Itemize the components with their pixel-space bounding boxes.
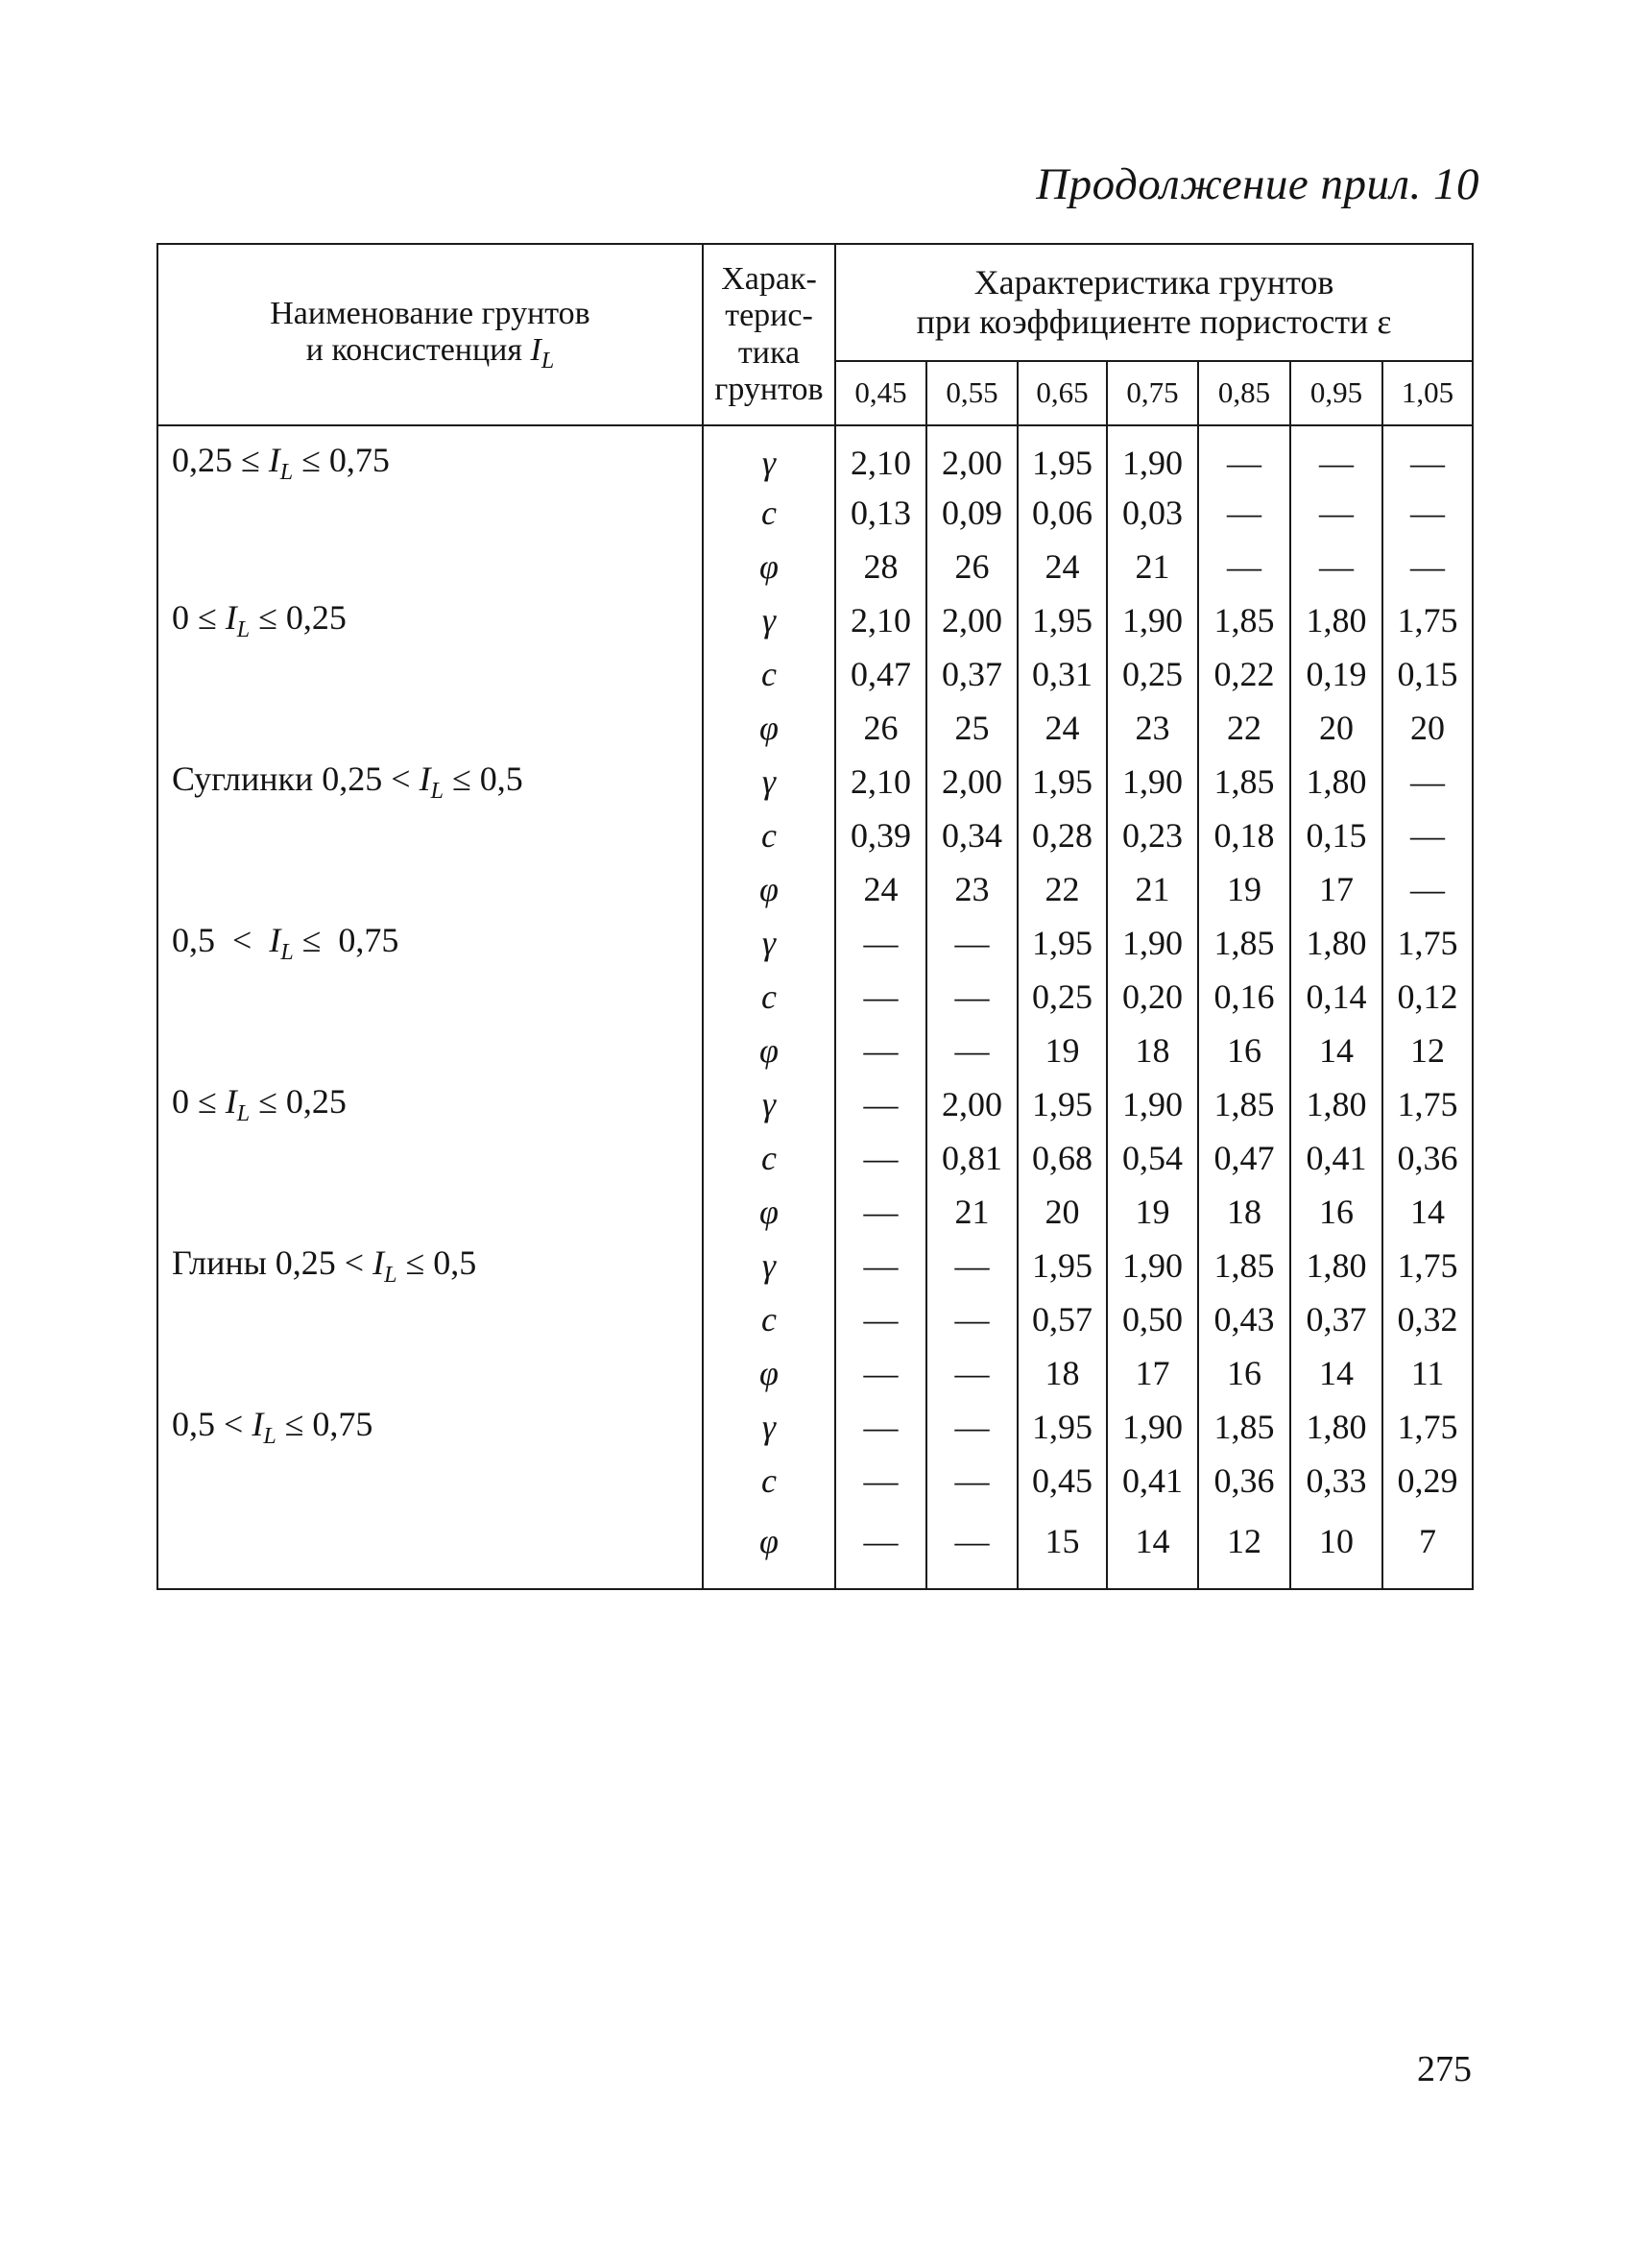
soil-name-cell: [157, 1239, 703, 1292]
value-cell: 0,37: [926, 647, 1018, 701]
value-cell: 2,10: [835, 755, 926, 808]
characteristic-cell: γ: [703, 1077, 835, 1131]
value-cell: —: [1290, 425, 1382, 486]
value-cell: 1,80: [1290, 1239, 1382, 1292]
value-cell: 0,09: [926, 486, 1018, 540]
value-cell: 28: [835, 540, 926, 593]
value-cell: 20: [1018, 1185, 1107, 1239]
consistency-subscript: L: [280, 940, 294, 965]
table-row: [157, 593, 1473, 647]
value-cell: 11: [1382, 1346, 1473, 1400]
value-cell: —: [835, 1346, 926, 1400]
void-ratio-header: [835, 244, 1473, 361]
value-cell: —: [835, 1077, 926, 1131]
value-cell: 0,20: [1107, 970, 1198, 1024]
table-row: [157, 425, 1473, 486]
consistency-subscript: L: [236, 617, 251, 642]
consistency-subscript: L: [279, 460, 294, 485]
table-row: [157, 970, 1473, 1024]
value-cell: 1,85: [1198, 1239, 1290, 1292]
characteristic-cell: γ: [703, 1239, 835, 1292]
value-cell: —: [926, 1024, 1018, 1077]
void-ratio-cell: 0,45: [835, 361, 926, 425]
consistency-symbol: I: [225, 598, 237, 637]
value-cell: 20: [1290, 701, 1382, 755]
void-ratio-cell: 0,65: [1018, 361, 1107, 425]
table-row: [157, 1454, 1473, 1508]
value-cell: 18: [1107, 1024, 1198, 1077]
value-cell: —: [835, 1292, 926, 1346]
value-cell: —: [926, 1292, 1018, 1346]
value-cell: 15: [1018, 1508, 1107, 1589]
characteristic-cell: φ: [703, 1346, 835, 1400]
value-cell: 1,85: [1198, 1077, 1290, 1131]
value-cell: 0,45: [1018, 1454, 1107, 1508]
value-cell: 12: [1198, 1508, 1290, 1589]
value-cell: 0,16: [1198, 970, 1290, 1024]
soil-name-range: ≤ 0,5: [443, 760, 523, 798]
characteristic-header-line: грунтов: [714, 371, 824, 407]
value-cell: 0,22: [1198, 647, 1290, 701]
soil-name-range: ≤ 0,75: [293, 441, 390, 479]
characteristic-cell: φ: [703, 701, 835, 755]
value-cell: —: [835, 1400, 926, 1454]
soil-name-cell: [157, 486, 703, 540]
characteristic-cell: φ: [703, 1185, 835, 1239]
table-row: [157, 1077, 1473, 1131]
characteristic-cell: γ: [703, 593, 835, 647]
value-cell: —: [1198, 486, 1290, 540]
value-cell: —: [835, 1185, 926, 1239]
value-cell: 16: [1198, 1024, 1290, 1077]
value-cell: —: [926, 916, 1018, 970]
characteristic-cell: c: [703, 647, 835, 701]
value-cell: 16: [1198, 1346, 1290, 1400]
table-row: [157, 1292, 1473, 1346]
table-row: [157, 755, 1473, 808]
value-cell: 0,50: [1107, 1292, 1198, 1346]
value-cell: 1,85: [1198, 1400, 1290, 1454]
soil-name-text: Суглинки 0,25 <: [172, 760, 420, 798]
void-ratio-cell: 1,05: [1382, 361, 1473, 425]
value-cell: 19: [1198, 862, 1290, 916]
consistency-symbol: I: [372, 1243, 385, 1282]
value-cell: 0,15: [1382, 647, 1473, 701]
value-cell: 0,25: [1107, 647, 1198, 701]
value-cell: 1,75: [1382, 593, 1473, 647]
soil-name-range: ≤ 0,25: [250, 1082, 347, 1121]
value-cell: 21: [926, 1185, 1018, 1239]
value-cell: 1,90: [1107, 593, 1198, 647]
value-cell: 1,80: [1290, 1077, 1382, 1131]
void-ratio-cell: 0,95: [1290, 361, 1382, 425]
consistency-symbol: I: [269, 921, 281, 959]
value-cell: 17: [1290, 862, 1382, 916]
value-cell: 1,75: [1382, 1400, 1473, 1454]
table-row: [157, 486, 1473, 540]
soil-name-text: 0,5 <: [172, 921, 270, 959]
characteristic-header-line: терис-: [725, 298, 813, 334]
value-cell: 1,80: [1290, 755, 1382, 808]
table-row: [157, 540, 1473, 593]
value-cell: 18: [1018, 1346, 1107, 1400]
value-cell: —: [926, 1508, 1018, 1589]
value-cell: 0,03: [1107, 486, 1198, 540]
value-cell: 0,68: [1018, 1131, 1107, 1185]
value-cell: 1,75: [1382, 916, 1473, 970]
soil-name-cell: [157, 701, 703, 755]
value-cell: 23: [1107, 701, 1198, 755]
value-cell: 1,85: [1198, 916, 1290, 970]
value-cell: 0,54: [1107, 1131, 1198, 1185]
value-cell: —: [926, 1239, 1018, 1292]
characteristic-cell: c: [703, 1131, 835, 1185]
soil-name-cell: [157, 755, 703, 808]
value-cell: 14: [1290, 1024, 1382, 1077]
consistency-subscript: L: [384, 1263, 397, 1288]
value-cell: —: [1382, 486, 1473, 540]
soil-name-cell: [157, 1292, 703, 1346]
consistency-subscript: L: [430, 779, 444, 804]
void-ratio-cell: 0,75: [1107, 361, 1198, 425]
value-cell: —: [835, 1024, 926, 1077]
value-cell: 1,85: [1198, 593, 1290, 647]
value-cell: 1,80: [1290, 593, 1382, 647]
value-cell: 0,13: [835, 486, 926, 540]
table-row: [157, 1239, 1473, 1292]
characteristic-cell: φ: [703, 1024, 835, 1077]
value-cell: 24: [1018, 540, 1107, 593]
value-cell: 14: [1382, 1185, 1473, 1239]
value-cell: 0,12: [1382, 970, 1473, 1024]
soil-name-text: 0 ≤: [172, 598, 226, 637]
value-cell: —: [926, 1454, 1018, 1508]
value-cell: 1,90: [1107, 1400, 1198, 1454]
table-row: [157, 1131, 1473, 1185]
soil-name-cell: [157, 1131, 703, 1185]
table-body: [157, 425, 1473, 1589]
soil-name-range: ≤ 0,75: [293, 921, 399, 959]
value-cell: —: [1382, 540, 1473, 593]
consistency-subscript: L: [236, 1101, 251, 1126]
value-cell: 0,39: [835, 808, 926, 862]
value-cell: 1,95: [1018, 593, 1107, 647]
soil-name-header-line2: и консистенция: [305, 331, 523, 368]
value-cell: 0,25: [1018, 970, 1107, 1024]
value-cell: 0,32: [1382, 1292, 1473, 1346]
value-cell: 0,19: [1290, 647, 1382, 701]
table-row: [157, 1400, 1473, 1454]
value-cell: 0,23: [1107, 808, 1198, 862]
characteristic-header-line: тика: [737, 334, 801, 371]
value-cell: 0,14: [1290, 970, 1382, 1024]
consistency-symbol: I: [419, 760, 431, 798]
value-cell: 17: [1107, 1346, 1198, 1400]
value-cell: 1,95: [1018, 755, 1107, 808]
value-cell: 0,28: [1018, 808, 1107, 862]
soil-name-cell: [157, 1024, 703, 1077]
soil-name-range: ≤ 0,25: [250, 598, 347, 637]
soil-name-cell: [157, 593, 703, 647]
value-cell: —: [1382, 808, 1473, 862]
void-ratio-header-line1: Характеристика грунтов: [973, 262, 1334, 302]
soil-name-cell: [157, 970, 703, 1024]
soil-name-cell: [157, 1454, 703, 1508]
soil-name-cell: [157, 808, 703, 862]
void-ratio-cell: 0,85: [1198, 361, 1290, 425]
value-cell: 26: [926, 540, 1018, 593]
soil-name-header-line1: Наименование грунтов: [270, 295, 590, 331]
table-row: [157, 1185, 1473, 1239]
void-ratio-cell: 0,55: [926, 361, 1018, 425]
value-cell: 1,95: [1018, 916, 1107, 970]
value-cell: —: [1382, 425, 1473, 486]
table-row: [157, 1346, 1473, 1400]
value-cell: 0,36: [1198, 1454, 1290, 1508]
consistency-symbol: I: [268, 441, 280, 479]
value-cell: 26: [835, 701, 926, 755]
soil-name-range: ≤ 0,75: [276, 1405, 373, 1443]
characteristic-cell: c: [703, 808, 835, 862]
value-cell: 0,41: [1290, 1131, 1382, 1185]
value-cell: 2,00: [926, 593, 1018, 647]
soil-name-cell: [157, 1508, 703, 1589]
value-cell: —: [835, 1508, 926, 1589]
value-cell: 20: [1382, 701, 1473, 755]
value-cell: 0,33: [1290, 1454, 1382, 1508]
value-cell: 19: [1018, 1024, 1107, 1077]
value-cell: 1,80: [1290, 916, 1382, 970]
value-cell: —: [835, 1131, 926, 1185]
characteristic-cell: φ: [703, 862, 835, 916]
page-number: 275: [1417, 2049, 1472, 2089]
characteristic-cell: c: [703, 1292, 835, 1346]
value-cell: 2,10: [835, 593, 926, 647]
value-cell: —: [1198, 540, 1290, 593]
value-cell: 10: [1290, 1508, 1382, 1589]
value-cell: 0,47: [1198, 1131, 1290, 1185]
value-cell: 19: [1107, 1185, 1198, 1239]
soil-name-cell: [157, 1185, 703, 1239]
value-cell: —: [1290, 540, 1382, 593]
value-cell: 0,31: [1018, 647, 1107, 701]
continuation-title: Продолжение прил. 10: [1036, 159, 1479, 209]
consistency-symbol: I: [225, 1082, 237, 1121]
value-cell: 1,90: [1107, 755, 1198, 808]
characteristic-cell: c: [703, 970, 835, 1024]
value-cell: —: [1382, 862, 1473, 916]
characteristic-cell: γ: [703, 755, 835, 808]
characteristic-cell: c: [703, 1454, 835, 1508]
consistency-subscript: L: [263, 1424, 276, 1449]
soil-name-text: Глины 0,25 <: [172, 1243, 373, 1282]
characteristic-cell: c: [703, 486, 835, 540]
value-cell: 1,75: [1382, 1077, 1473, 1131]
value-cell: 2,10: [835, 425, 926, 486]
value-cell: —: [926, 970, 1018, 1024]
value-cell: 0,81: [926, 1131, 1018, 1185]
value-cell: 1,95: [1018, 1077, 1107, 1131]
value-cell: 1,90: [1107, 1239, 1198, 1292]
table-row: [157, 1508, 1473, 1589]
value-cell: 24: [1018, 701, 1107, 755]
consistency-symbol: I: [530, 331, 541, 368]
consistency-subscript: L: [540, 348, 555, 374]
value-cell: —: [926, 1346, 1018, 1400]
value-cell: 1,90: [1107, 425, 1198, 486]
value-cell: 16: [1290, 1185, 1382, 1239]
value-cell: 12: [1382, 1024, 1473, 1077]
value-cell: 0,34: [926, 808, 1018, 862]
soil-properties-table: [156, 243, 1474, 1590]
soil-name-header: [157, 244, 703, 425]
value-cell: 1,95: [1018, 1239, 1107, 1292]
soil-name-cell: [157, 1400, 703, 1454]
value-cell: —: [835, 970, 926, 1024]
value-cell: 0,15: [1290, 808, 1382, 862]
value-cell: 0,41: [1107, 1454, 1198, 1508]
table-row: [157, 1024, 1473, 1077]
value-cell: 0,18: [1198, 808, 1290, 862]
table-row: [157, 701, 1473, 755]
characteristic-cell: φ: [703, 1508, 835, 1589]
value-cell: 1,95: [1018, 425, 1107, 486]
characteristic-cell: γ: [703, 1400, 835, 1454]
value-cell: 25: [926, 701, 1018, 755]
value-cell: 0,29: [1382, 1454, 1473, 1508]
value-cell: 22: [1018, 862, 1107, 916]
value-cell: 0,43: [1198, 1292, 1290, 1346]
table-row: [157, 808, 1473, 862]
table-row: [157, 647, 1473, 701]
soil-name-cell: [157, 1346, 703, 1400]
characteristic-cell: γ: [703, 916, 835, 970]
value-cell: 1,90: [1107, 1077, 1198, 1131]
value-cell: —: [1198, 425, 1290, 486]
soil-name-cell: [157, 425, 703, 486]
value-cell: 1,90: [1107, 916, 1198, 970]
table-row: [157, 862, 1473, 916]
value-cell: 2,00: [926, 1077, 1018, 1131]
table-row: [157, 916, 1473, 970]
soil-name-cell: [157, 647, 703, 701]
characteristic-cell: γ: [703, 425, 835, 486]
value-cell: 14: [1107, 1508, 1198, 1589]
soil-name-range: ≤ 0,5: [396, 1243, 477, 1282]
value-cell: 2,00: [926, 755, 1018, 808]
characteristic-header: [703, 244, 835, 425]
soil-name-cell: [157, 916, 703, 970]
value-cell: 2,00: [926, 425, 1018, 486]
characteristic-header-line: Харак-: [721, 261, 817, 298]
soil-name-cell: [157, 540, 703, 593]
value-cell: 0,36: [1382, 1131, 1473, 1185]
value-cell: 14: [1290, 1346, 1382, 1400]
value-cell: 21: [1107, 540, 1198, 593]
value-cell: 22: [1198, 701, 1290, 755]
value-cell: 21: [1107, 862, 1198, 916]
consistency-symbol: I: [252, 1405, 264, 1443]
value-cell: 24: [835, 862, 926, 916]
soil-name-cell: [157, 862, 703, 916]
value-cell: 0,37: [1290, 1292, 1382, 1346]
soil-name-cell: [157, 1077, 703, 1131]
value-cell: 0,06: [1018, 486, 1107, 540]
soil-name-text: 0,5 <: [172, 1405, 252, 1443]
void-ratio-header-line2: при коэффициенте пористости ε: [916, 302, 1392, 341]
value-cell: 18: [1198, 1185, 1290, 1239]
characteristic-cell: φ: [703, 540, 835, 593]
value-cell: —: [926, 1400, 1018, 1454]
value-cell: 7: [1382, 1508, 1473, 1589]
value-cell: 1,80: [1290, 1400, 1382, 1454]
header-row-top: [157, 244, 1473, 361]
value-cell: —: [835, 1454, 926, 1508]
value-cell: —: [1382, 755, 1473, 808]
value-cell: 1,75: [1382, 1239, 1473, 1292]
value-cell: 0,57: [1018, 1292, 1107, 1346]
value-cell: —: [835, 916, 926, 970]
value-cell: —: [1290, 486, 1382, 540]
value-cell: 23: [926, 862, 1018, 916]
value-cell: 1,85: [1198, 755, 1290, 808]
soil-name-text: 0 ≤: [172, 1082, 226, 1121]
value-cell: 0,47: [835, 647, 926, 701]
value-cell: —: [835, 1239, 926, 1292]
value-cell: 1,95: [1018, 1400, 1107, 1454]
soil-name-text: 0,25 ≤: [172, 441, 269, 479]
